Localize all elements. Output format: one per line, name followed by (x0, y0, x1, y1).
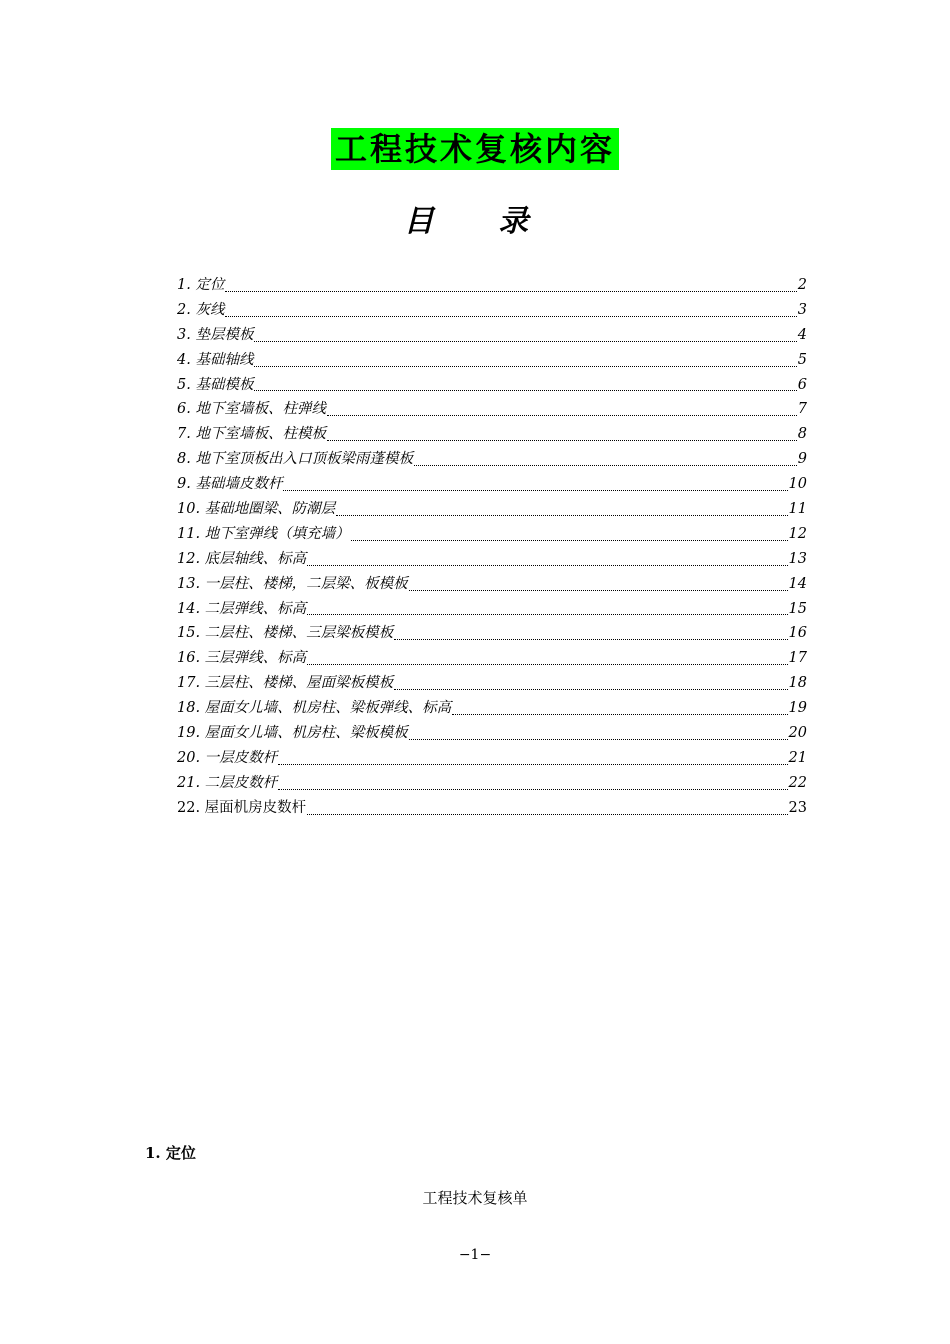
toc-dot-leader (414, 464, 797, 466)
toc-entry-label: 5. 基础模板 (177, 376, 254, 393)
toc-entry[interactable] (177, 621, 807, 646)
toc-entry[interactable] (177, 721, 807, 746)
toc-entry-page: 15 (788, 600, 807, 617)
toc-dot-leader (452, 713, 787, 715)
toc-dot-leader (278, 763, 787, 765)
toc-entry[interactable] (177, 671, 807, 696)
toc-entry-page: 23 (788, 799, 807, 816)
toc-entry-label: 4. 基础轴线 (177, 351, 254, 368)
toc-entry-label: 18. 屋面女儿墙、机房柱、梁板弹线、标高 (177, 700, 452, 717)
toc-entry-label: 19. 屋面女儿墙、机房柱、梁板模板 (177, 725, 408, 742)
toc-entry-label: 16. 三层弹线、标高 (177, 650, 307, 667)
toc-entry-page: 6 (797, 376, 807, 393)
toc-entry[interactable] (177, 472, 807, 497)
toc-entry-label: 1. 定位 (177, 277, 225, 293)
toc-dot-leader (278, 788, 787, 790)
toc-dot-leader (307, 613, 787, 615)
toc-entry-page: 10 (788, 476, 807, 493)
toc-dot-leader (327, 439, 797, 441)
toc-entry[interactable] (177, 696, 807, 721)
document-title: 工程技术复核内容 (331, 128, 619, 170)
toc-dot-leader (409, 589, 788, 591)
toc-entry-page: 3 (797, 301, 807, 318)
form-title: 工程技术复核单 (422, 1189, 528, 1207)
toc-dot-leader (307, 564, 787, 566)
toc-entry-label: 10. 基础地圈梁、防潮层 (177, 501, 336, 518)
toc-dot-leader (225, 290, 796, 292)
toc-entry-label: 22. 屋面机房皮数杆 (177, 799, 307, 816)
toc-entry-label: 11. 地下室弹线（填充墙） (177, 525, 350, 542)
toc-entry-page: 9 (797, 451, 807, 468)
toc-entry[interactable] (177, 597, 807, 622)
toc-entry-page: 8 (797, 426, 807, 443)
toc-entry-page: 20 (788, 725, 807, 742)
toc-entry[interactable] (177, 348, 807, 373)
toc-dot-leader (327, 414, 797, 416)
toc-entry-label: 2. 灰线 (177, 301, 225, 318)
toc-entry-page: 5 (797, 351, 807, 368)
page-number: −1− (458, 1247, 492, 1263)
toc-dot-leader (254, 340, 796, 342)
toc-entry[interactable] (177, 771, 807, 796)
toc-entry[interactable] (177, 273, 807, 298)
toc-entry[interactable] (177, 646, 807, 671)
toc-entry[interactable] (177, 447, 807, 472)
toc-heading: 目 录 (403, 204, 547, 239)
section-heading: 1. 定位 (145, 1144, 196, 1162)
toc-dot-leader (225, 315, 796, 317)
toc-dot-leader (307, 813, 787, 815)
toc-dot-leader (254, 365, 796, 367)
toc-entry-label: 21. 二层皮数杆 (177, 774, 278, 791)
toc-dot-leader (351, 539, 788, 541)
toc-entry-page: 13 (788, 550, 807, 567)
toc-entry-label: 7. 地下室墙板、柱模板 (177, 426, 326, 443)
toc-entry-page: 14 (788, 575, 807, 592)
toc-entry-page: 7 (797, 401, 807, 418)
toc-entry[interactable] (177, 746, 807, 771)
toc-entry-page: 19 (788, 700, 807, 717)
toc-entry[interactable] (177, 298, 807, 323)
toc-entry[interactable] (177, 522, 807, 547)
toc-entry[interactable] (177, 497, 807, 522)
toc-entry-page: 4 (797, 326, 807, 343)
toc-dot-leader (307, 663, 787, 665)
toc-entry-page: 22 (788, 774, 807, 791)
toc-entry-page: 11 (788, 501, 807, 518)
toc-entry-label: 14. 二层弹线、标高 (177, 600, 307, 617)
toc-dot-leader (336, 514, 787, 516)
toc-dot-leader (254, 389, 796, 391)
toc-entry-page: 17 (788, 650, 807, 667)
toc-dot-leader (394, 688, 787, 690)
title-wrapper (0, 128, 950, 170)
toc-entry-page: 16 (788, 625, 807, 642)
toc-entry-page: 21 (788, 749, 807, 766)
toc-entry-label: 15. 二层柱、楼梯、三层梁板模板 (177, 625, 394, 642)
toc-entry-label: 13. 一层柱、楼梯，二层梁、板模板 (177, 575, 408, 592)
toc-entry-label: 9. 基础墙皮数杆 (177, 476, 283, 493)
toc-entry-label: 8. 地下室顶板出入口顶板梁雨蓬模板 (177, 451, 413, 468)
table-of-contents (177, 273, 807, 821)
toc-entry[interactable] (177, 323, 807, 348)
toc-dot-leader (283, 489, 787, 491)
toc-entry-page: 18 (788, 675, 807, 692)
toc-entry-page: 2 (797, 277, 807, 293)
toc-dot-leader (394, 638, 787, 640)
toc-entry[interactable] (177, 572, 807, 597)
toc-dot-leader (409, 738, 788, 740)
toc-entry[interactable] (177, 547, 807, 572)
toc-entry-page: 12 (788, 525, 807, 542)
toc-entry[interactable] (177, 796, 807, 821)
toc-entry[interactable] (177, 373, 807, 398)
toc-entry-label: 3. 垫层模板 (177, 326, 254, 343)
toc-entry[interactable] (177, 422, 807, 447)
toc-entry-label: 6. 地下室墙板、柱弹线 (177, 401, 326, 418)
toc-entry[interactable] (177, 397, 807, 422)
toc-entry-label: 20. 一层皮数杆 (177, 749, 278, 766)
toc-entry-label: 17. 三层柱、楼梯、屋面梁板模板 (177, 675, 394, 692)
toc-entry-label: 12. 底层轴线、标高 (177, 550, 307, 567)
